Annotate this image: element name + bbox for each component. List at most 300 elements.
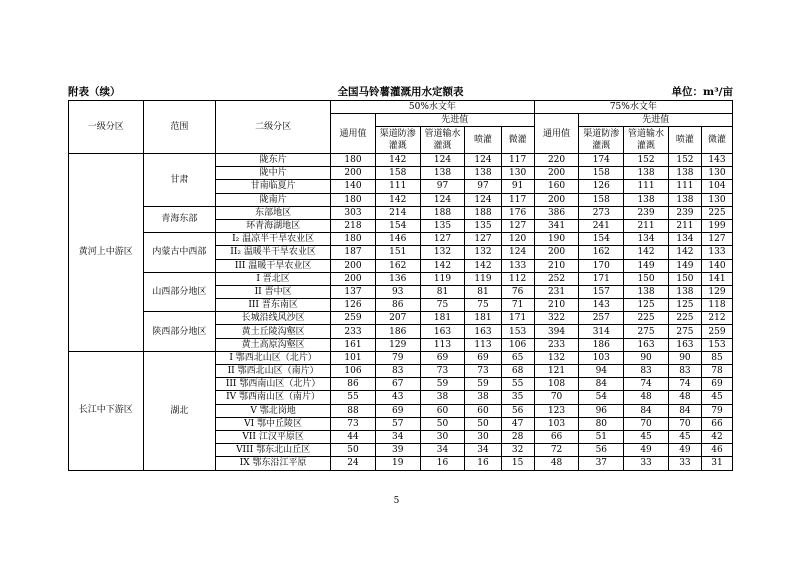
value-cell: 49: [624, 444, 669, 457]
value-cell: 341: [534, 219, 579, 232]
table-row: [69, 351, 733, 364]
value-cell: 69: [375, 404, 420, 417]
subregion-cell: II₂ 温暖半干旱农业区: [216, 246, 331, 259]
value-cell: 74: [668, 378, 701, 391]
region-cell: 长江中下游区: [69, 351, 144, 470]
value-cell: 138: [668, 193, 701, 206]
scope-cell: 内蒙古中西部: [143, 233, 215, 273]
value-cell: 275: [624, 325, 669, 338]
value-cell: 118: [701, 299, 732, 312]
value-cell: 73: [465, 365, 501, 378]
value-cell: 200: [331, 167, 376, 180]
value-cell: 84: [668, 404, 701, 417]
value-cell: 79: [375, 351, 420, 364]
col-micro-75: 微灌: [701, 127, 732, 154]
value-cell: 71: [501, 299, 534, 312]
value-cell: 45: [624, 430, 669, 443]
value-cell: 162: [579, 246, 624, 259]
value-cell: 96: [579, 404, 624, 417]
col-pipe-75: 管道输水灌溉: [624, 127, 669, 154]
value-cell: 190: [534, 233, 579, 246]
value-cell: 35: [501, 391, 534, 404]
value-cell: 15: [501, 457, 534, 470]
value-cell: 233: [534, 338, 579, 351]
value-cell: 33: [624, 457, 669, 470]
value-cell: 138: [668, 285, 701, 298]
value-cell: 57: [375, 417, 420, 430]
value-cell: 73: [420, 365, 465, 378]
value-cell: 72: [534, 444, 579, 457]
value-cell: 225: [701, 206, 732, 219]
value-cell: 394: [534, 325, 579, 338]
value-cell: 38: [420, 391, 465, 404]
value-cell: 142: [465, 259, 501, 272]
value-cell: 111: [668, 180, 701, 193]
value-cell: 68: [501, 365, 534, 378]
value-cell: 125: [624, 299, 669, 312]
value-cell: 59: [420, 378, 465, 391]
value-cell: 90: [668, 351, 701, 364]
value-cell: 69: [465, 351, 501, 364]
subregion-cell: 黄土高原沟壑区: [216, 338, 331, 351]
value-cell: 65: [501, 351, 534, 364]
value-cell: 138: [624, 167, 669, 180]
value-cell: 28: [501, 430, 534, 443]
page-number: 5: [393, 496, 400, 506]
value-cell: 127: [501, 219, 534, 232]
value-cell: 233: [331, 325, 376, 338]
value-cell: 45: [668, 430, 701, 443]
col-canal-75: 渠道防渗灌溉: [579, 127, 624, 154]
value-cell: 111: [624, 180, 669, 193]
value-cell: 181: [420, 312, 465, 325]
value-cell: 158: [579, 167, 624, 180]
value-cell: 211: [624, 219, 669, 232]
value-cell: 275: [668, 325, 701, 338]
value-cell: 170: [579, 259, 624, 272]
value-cell: 117: [501, 193, 534, 206]
value-cell: 200: [534, 246, 579, 259]
value-cell: 158: [579, 193, 624, 206]
subregion-cell: IV 鄂西南山区（南片）: [216, 391, 331, 404]
value-cell: 322: [534, 312, 579, 325]
value-cell: 259: [331, 312, 376, 325]
value-cell: 207: [375, 312, 420, 325]
value-cell: 124: [465, 193, 501, 206]
value-cell: 186: [375, 325, 420, 338]
value-cell: 83: [668, 365, 701, 378]
value-cell: 259: [701, 325, 732, 338]
subregion-cell: V 鄂北岗地: [216, 404, 331, 417]
value-cell: 132: [465, 246, 501, 259]
col-spray-75: 喷灌: [668, 127, 701, 154]
region-cell: 黄河上中游区: [69, 154, 144, 352]
value-cell: 171: [579, 272, 624, 285]
table-row: [69, 233, 733, 246]
value-cell: 146: [375, 233, 420, 246]
col-pipe-50: 管道输水灌溉: [420, 127, 465, 154]
value-cell: 67: [375, 378, 420, 391]
value-cell: 163: [420, 325, 465, 338]
value-cell: 48: [668, 391, 701, 404]
value-cell: 84: [624, 404, 669, 417]
value-cell: 47: [501, 417, 534, 430]
value-cell: 143: [701, 154, 732, 167]
col-general-75: 通用值: [534, 114, 579, 154]
value-cell: 132: [534, 351, 579, 364]
value-cell: 142: [420, 259, 465, 272]
value-cell: 38: [465, 391, 501, 404]
unit-label: 单位：m³/亩: [671, 86, 733, 98]
value-cell: 160: [534, 180, 579, 193]
value-cell: 60: [465, 404, 501, 417]
value-cell: 51: [579, 430, 624, 443]
value-cell: 140: [701, 259, 732, 272]
col-advanced-50: 先进值: [375, 114, 534, 127]
value-cell: 239: [624, 206, 669, 219]
value-cell: 188: [465, 206, 501, 219]
value-cell: 111: [375, 180, 420, 193]
value-cell: 273: [579, 206, 624, 219]
value-cell: 135: [420, 219, 465, 232]
value-cell: 174: [579, 154, 624, 167]
subregion-cell: III 晋东南区: [216, 299, 331, 312]
value-cell: 48: [624, 391, 669, 404]
value-cell: 108: [534, 378, 579, 391]
subregion-cell: 甘南临夏片: [216, 180, 331, 193]
value-cell: 142: [375, 193, 420, 206]
value-cell: 59: [465, 378, 501, 391]
value-cell: 50: [465, 417, 501, 430]
value-cell: 210: [534, 299, 579, 312]
col-group-50: 50%水文年: [331, 101, 535, 114]
value-cell: 94: [579, 365, 624, 378]
value-cell: 134: [668, 233, 701, 246]
value-cell: 113: [420, 338, 465, 351]
value-cell: 225: [624, 312, 669, 325]
value-cell: 84: [579, 378, 624, 391]
subregion-cell: 陇中片: [216, 167, 331, 180]
value-cell: 75: [465, 299, 501, 312]
value-cell: 85: [701, 351, 732, 364]
value-cell: 257: [579, 312, 624, 325]
value-cell: 75: [420, 299, 465, 312]
value-cell: 124: [420, 193, 465, 206]
value-cell: 90: [624, 351, 669, 364]
value-cell: 48: [534, 457, 579, 470]
subregion-cell: 长城沿线风沙区: [216, 312, 331, 325]
value-cell: 70: [624, 417, 669, 430]
value-cell: 103: [534, 417, 579, 430]
value-cell: 200: [331, 259, 376, 272]
value-cell: 16: [420, 457, 465, 470]
value-cell: 239: [668, 206, 701, 219]
value-cell: 37: [579, 457, 624, 470]
value-cell: 86: [331, 378, 376, 391]
scope-cell: 山西部分地区: [143, 272, 215, 312]
subregion-cell: II 晋中区: [216, 285, 331, 298]
subregion-cell: II 鄂西北山区（南片）: [216, 365, 331, 378]
value-cell: 149: [668, 259, 701, 272]
value-cell: 19: [375, 457, 420, 470]
value-cell: 31: [701, 457, 732, 470]
value-cell: 180: [331, 193, 376, 206]
value-cell: 130: [701, 167, 732, 180]
value-cell: 138: [420, 167, 465, 180]
value-cell: 231: [534, 285, 579, 298]
value-cell: 113: [465, 338, 501, 351]
value-cell: 86: [375, 299, 420, 312]
col-canal-50: 渠道防渗灌溉: [375, 127, 420, 154]
value-cell: 163: [668, 338, 701, 351]
value-cell: 43: [375, 391, 420, 404]
value-cell: 81: [420, 285, 465, 298]
table-body: [69, 154, 733, 471]
scope-cell: 陕西部分地区: [143, 312, 215, 352]
value-cell: 91: [501, 180, 534, 193]
value-cell: 126: [331, 299, 376, 312]
value-cell: 187: [331, 246, 376, 259]
value-cell: 24: [331, 457, 376, 470]
value-cell: 124: [465, 154, 501, 167]
value-cell: 127: [465, 233, 501, 246]
value-cell: 200: [331, 272, 376, 285]
value-cell: 119: [465, 272, 501, 285]
value-cell: 130: [701, 193, 732, 206]
table-row: [69, 206, 733, 219]
subregion-cell: I₂ 温凉半干旱农业区: [216, 233, 331, 246]
value-cell: 16: [465, 457, 501, 470]
value-cell: 127: [420, 233, 465, 246]
value-cell: 252: [534, 272, 579, 285]
value-cell: 162: [375, 259, 420, 272]
value-cell: 200: [534, 193, 579, 206]
value-cell: 137: [331, 285, 376, 298]
value-cell: 186: [579, 338, 624, 351]
value-cell: 151: [375, 246, 420, 259]
value-cell: 152: [668, 154, 701, 167]
value-cell: 69: [420, 351, 465, 364]
col-advanced-75: 先进值: [579, 114, 733, 127]
value-cell: 225: [668, 312, 701, 325]
value-cell: 124: [420, 154, 465, 167]
value-cell: 136: [375, 272, 420, 285]
value-cell: 34: [465, 444, 501, 457]
value-cell: 163: [465, 325, 501, 338]
value-cell: 120: [501, 233, 534, 246]
value-cell: 171: [501, 312, 534, 325]
subregion-cell: I 鄂西北山区（北片）: [216, 351, 331, 364]
value-cell: 138: [465, 167, 501, 180]
value-cell: 121: [534, 365, 579, 378]
value-cell: 138: [624, 193, 669, 206]
value-cell: 157: [579, 285, 624, 298]
subregion-cell: 黄土丘陵沟壑区: [216, 325, 331, 338]
subregion-cell: 东部地区: [216, 206, 331, 219]
value-cell: 211: [668, 219, 701, 232]
value-cell: 54: [579, 391, 624, 404]
value-cell: 142: [375, 154, 420, 167]
value-cell: 66: [701, 417, 732, 430]
value-cell: 303: [331, 206, 376, 219]
table-row: [69, 272, 733, 285]
value-cell: 83: [375, 365, 420, 378]
value-cell: 80: [579, 417, 624, 430]
value-cell: 141: [701, 272, 732, 285]
subregion-cell: I 晋北区: [216, 272, 331, 285]
value-cell: 34: [375, 430, 420, 443]
value-cell: 188: [420, 206, 465, 219]
value-cell: 129: [375, 338, 420, 351]
value-cell: 152: [624, 154, 669, 167]
value-cell: 180: [331, 154, 376, 167]
scope-cell: 甘肃: [143, 154, 215, 207]
value-cell: 117: [501, 154, 534, 167]
value-cell: 163: [624, 338, 669, 351]
value-cell: 101: [331, 351, 376, 364]
value-cell: 69: [701, 378, 732, 391]
value-cell: 138: [624, 285, 669, 298]
value-cell: 44: [331, 430, 376, 443]
value-cell: 214: [375, 206, 420, 219]
table-header: [68, 84, 733, 100]
value-cell: 199: [701, 219, 732, 232]
subregion-cell: III 温暖干旱农业区: [216, 259, 331, 272]
value-cell: 386: [534, 206, 579, 219]
value-cell: 106: [501, 338, 534, 351]
value-cell: 112: [501, 272, 534, 285]
value-cell: 200: [534, 167, 579, 180]
value-cell: 30: [465, 430, 501, 443]
value-cell: 55: [501, 378, 534, 391]
subregion-cell: VII 江汉平原区: [216, 430, 331, 443]
value-cell: 119: [420, 272, 465, 285]
col-scope: 范围: [143, 101, 215, 154]
value-cell: 154: [375, 219, 420, 232]
value-cell: 79: [701, 404, 732, 417]
col-group-75: 75%水文年: [534, 101, 732, 114]
value-cell: 33: [668, 457, 701, 470]
table-row: [69, 154, 733, 167]
value-cell: 60: [420, 404, 465, 417]
value-cell: 46: [701, 444, 732, 457]
value-cell: 132: [420, 246, 465, 259]
value-cell: 104: [701, 180, 732, 193]
value-cell: 142: [668, 246, 701, 259]
value-cell: 135: [465, 219, 501, 232]
col-spray-50: 喷灌: [465, 127, 501, 154]
value-cell: 83: [624, 365, 669, 378]
value-cell: 176: [501, 206, 534, 219]
value-cell: 181: [465, 312, 501, 325]
value-cell: 32: [501, 444, 534, 457]
col-general-50: 通用值: [331, 114, 376, 154]
value-cell: 30: [420, 430, 465, 443]
value-cell: 158: [375, 167, 420, 180]
value-cell: 42: [701, 430, 732, 443]
subregion-cell: IX 鄂东沿江平原: [216, 457, 331, 470]
value-cell: 210: [534, 259, 579, 272]
col-level2: 二级分区: [216, 101, 331, 154]
subregion-cell: 环青海湖地区: [216, 219, 331, 232]
value-cell: 70: [534, 391, 579, 404]
table-row: [69, 312, 733, 325]
value-cell: 130: [501, 167, 534, 180]
value-cell: 39: [375, 444, 420, 457]
value-cell: 66: [534, 430, 579, 443]
value-cell: 106: [331, 365, 376, 378]
value-cell: 50: [331, 444, 376, 457]
value-cell: 218: [331, 219, 376, 232]
value-cell: 97: [420, 180, 465, 193]
subregion-cell: 陇东片: [216, 154, 331, 167]
col-micro-50: 微灌: [501, 127, 534, 154]
value-cell: 161: [331, 338, 376, 351]
value-cell: 133: [701, 246, 732, 259]
value-cell: 241: [579, 219, 624, 232]
value-cell: 220: [534, 154, 579, 167]
value-cell: 55: [331, 391, 376, 404]
value-cell: 97: [465, 180, 501, 193]
value-cell: 150: [668, 272, 701, 285]
value-cell: 143: [579, 299, 624, 312]
value-cell: 125: [668, 299, 701, 312]
value-cell: 134: [624, 233, 669, 246]
value-cell: 153: [501, 325, 534, 338]
value-cell: 73: [331, 417, 376, 430]
col-level1: 一级分区: [69, 101, 144, 154]
value-cell: 74: [624, 378, 669, 391]
value-cell: 103: [579, 351, 624, 364]
subregion-cell: VI 鄂中丘陵区: [216, 417, 331, 430]
value-cell: 70: [668, 417, 701, 430]
value-cell: 140: [331, 180, 376, 193]
value-cell: 81: [465, 285, 501, 298]
value-cell: 127: [701, 233, 732, 246]
value-cell: 149: [624, 259, 669, 272]
value-cell: 50: [420, 417, 465, 430]
value-cell: 56: [501, 404, 534, 417]
value-cell: 150: [624, 272, 669, 285]
value-cell: 133: [501, 259, 534, 272]
appendix-label: 附表（续）: [68, 86, 121, 98]
value-cell: 78: [701, 365, 732, 378]
value-cell: 93: [375, 285, 420, 298]
value-cell: 45: [701, 391, 732, 404]
value-cell: 124: [501, 246, 534, 259]
scope-cell: 青海东部: [143, 206, 215, 232]
subregion-cell: VIII 鄂东北山丘区: [216, 444, 331, 457]
scope-cell: 湖北: [143, 351, 215, 470]
value-cell: 180: [331, 233, 376, 246]
subregion-cell: 陇南片: [216, 193, 331, 206]
value-cell: 56: [579, 444, 624, 457]
value-cell: 153: [701, 338, 732, 351]
value-cell: 314: [579, 325, 624, 338]
value-cell: 129: [701, 285, 732, 298]
value-cell: 88: [331, 404, 376, 417]
value-cell: 49: [668, 444, 701, 457]
value-cell: 142: [624, 246, 669, 259]
value-cell: 138: [668, 167, 701, 180]
value-cell: 76: [501, 285, 534, 298]
value-cell: 212: [701, 312, 732, 325]
value-cell: 154: [579, 233, 624, 246]
subregion-cell: III 鄂西南山区（北片）: [216, 378, 331, 391]
value-cell: 123: [534, 404, 579, 417]
value-cell: 126: [579, 180, 624, 193]
table-title: 全国马铃薯灌溉用水定额表: [337, 86, 464, 98]
